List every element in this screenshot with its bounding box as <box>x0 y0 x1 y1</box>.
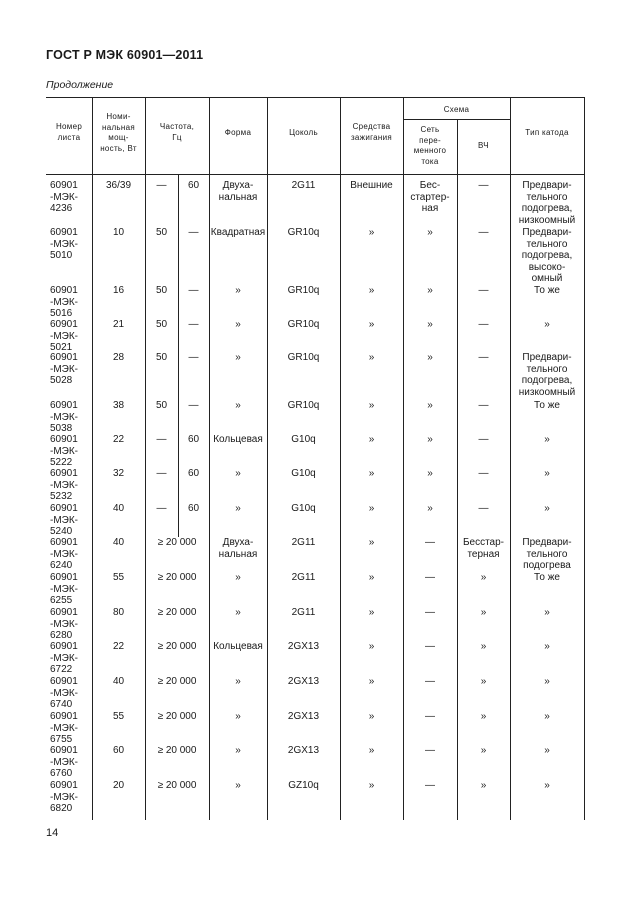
cell-frequency-50: 50 <box>155 352 168 363</box>
cell-power: 40 <box>112 537 125 548</box>
cell-scheme-ac: » <box>427 468 433 479</box>
cell-cathode: Предвари- тельного подогрева, высоко- омный <box>521 227 573 285</box>
cell-power: 21 <box>112 319 125 330</box>
cell-cathode: » <box>544 711 550 722</box>
cell-cathode: » <box>544 503 550 514</box>
cell-base: 2G11 <box>291 180 316 191</box>
table-top-border <box>46 97 584 98</box>
cell-power: 60 <box>112 745 125 756</box>
cell-scheme-ac: » <box>427 400 433 411</box>
cell-base: 2GX13 <box>287 641 320 652</box>
cell-sheet-number: 60901 -МЭК- 5010 <box>50 227 79 262</box>
cell-ignition: » <box>368 352 375 363</box>
cell-cathode: То же <box>534 400 560 411</box>
cell-shape: » <box>235 607 241 618</box>
cell-shape: » <box>235 503 241 514</box>
cell-ignition: » <box>368 537 375 548</box>
cell-frequency-60: — <box>188 319 199 330</box>
cell-base: 2GX13 <box>287 711 320 722</box>
cell-frequency: ≥ 20 000 <box>157 780 197 791</box>
cell-cathode: Предвари- тельного подогрева, низкоомный <box>518 352 576 398</box>
cell-power: 10 <box>112 227 125 238</box>
header-scheme-ac: Сеть пере- менного тока <box>413 125 447 166</box>
cell-scheme-hf: » <box>480 607 487 618</box>
cell-frequency-60: — <box>188 400 199 411</box>
cell-power: 16 <box>112 285 125 296</box>
cell-sheet-number: 60901 -МЭК- 5021 <box>50 319 79 354</box>
page-number: 14 <box>46 827 59 839</box>
cell-scheme-ac: Бес- стартер- ная <box>410 180 450 215</box>
cell-shape: Двуха- нальная <box>218 180 258 203</box>
cell-frequency-60: — <box>188 352 199 363</box>
cell-scheme-ac: — <box>425 676 435 687</box>
cell-scheme-hf: » <box>480 572 487 583</box>
cell-shape: Кольцевая <box>213 641 263 652</box>
cell-scheme-ac: — <box>425 537 435 548</box>
header-shape: Форма <box>224 128 252 137</box>
cell-base: 2G11 <box>291 607 316 618</box>
cell-frequency-60: 60 <box>187 503 200 514</box>
cell-frequency-60: 60 <box>187 434 200 445</box>
cell-sheet-number: 60901 -МЭК- 5028 <box>50 352 79 387</box>
cell-frequency-50: — <box>156 180 167 191</box>
document-title: ГОСТ Р МЭК 60901—2011 <box>46 48 204 62</box>
cell-power: 22 <box>112 434 125 445</box>
cell-shape: Квадратная <box>210 227 266 238</box>
cell-ignition: » <box>368 607 375 618</box>
cell-scheme-ac: — <box>425 572 435 583</box>
cell-ignition: » <box>368 285 375 296</box>
cell-ignition: » <box>368 641 375 652</box>
cell-cathode: » <box>544 607 550 618</box>
cell-frequency-50: — <box>156 434 167 445</box>
cell-cathode: » <box>544 641 550 652</box>
cell-sheet-number: 60901 -МЭК- 5016 <box>50 285 79 320</box>
cell-scheme-hf: » <box>480 745 487 756</box>
header-ignition: Средства зажигания <box>350 122 393 142</box>
cell-ignition: » <box>368 227 375 238</box>
cell-scheme-ac: » <box>427 319 433 330</box>
cell-power: 32 <box>112 468 125 479</box>
cell-shape: » <box>235 352 241 363</box>
cell-base: 2G11 <box>291 572 316 583</box>
cell-base: G10q <box>291 503 316 514</box>
cell-shape: Кольцевая <box>213 434 263 445</box>
cell-sheet-number: 60901 -МЭК- 6280 <box>50 607 79 642</box>
cell-sheet-number: 60901 -МЭК- 5240 <box>50 503 79 538</box>
cell-base: G10q <box>291 434 316 445</box>
cell-cathode: » <box>544 745 550 756</box>
cell-scheme-ac: — <box>425 745 435 756</box>
cell-ignition: Внешние <box>350 180 393 191</box>
cell-scheme-hf: — <box>478 468 489 479</box>
cell-frequency-60: 60 <box>187 180 200 191</box>
header-cathode: Тип катода <box>525 128 569 137</box>
header-sheet-number: Номер листа <box>55 122 83 142</box>
cell-frequency: ≥ 20 000 <box>157 572 197 583</box>
cell-scheme-hf: » <box>480 780 487 791</box>
cell-cathode: Предвари- тельного подогрева, низкоомный <box>518 180 576 226</box>
cell-sheet-number: 60901 -МЭК- 6240 <box>50 537 79 572</box>
cell-power: 80 <box>112 607 125 618</box>
cell-base: 2GX13 <box>287 676 320 687</box>
cell-frequency: ≥ 20 000 <box>157 641 197 652</box>
header-scheme: Схема <box>443 105 470 114</box>
cell-ignition: » <box>368 676 375 687</box>
cell-shape: » <box>235 400 241 411</box>
cell-ignition: » <box>368 503 375 514</box>
cell-base: 2GX13 <box>287 745 320 756</box>
cell-cathode: Предвари- тельного подогрева <box>522 537 572 572</box>
cell-frequency-50: 50 <box>155 400 168 411</box>
cell-scheme-hf: — <box>478 180 489 191</box>
cell-scheme-hf: — <box>478 227 489 238</box>
cell-power: 36/39 <box>105 180 132 191</box>
cell-ignition: » <box>368 780 375 791</box>
cell-sheet-number: 60901 -МЭК- 6255 <box>50 572 79 607</box>
header-power: Номи- нальная мощ- ность, Вт <box>100 112 137 153</box>
cell-power: 20 <box>112 780 125 791</box>
cell-cathode: То же <box>534 285 560 296</box>
cell-scheme-hf: — <box>478 319 489 330</box>
cell-shape: » <box>235 319 241 330</box>
cell-power: 55 <box>112 711 125 722</box>
cell-shape: » <box>235 285 241 296</box>
cell-base: G10q <box>291 468 316 479</box>
cell-scheme-ac: » <box>427 503 433 514</box>
cell-ignition: » <box>368 468 375 479</box>
cell-base: GR10q <box>287 400 320 411</box>
cell-frequency-50: 50 <box>155 319 168 330</box>
table-right-border <box>584 97 585 820</box>
cell-frequency-50: 50 <box>155 285 168 296</box>
cell-sheet-number: 60901 -МЭК- 6740 <box>50 676 79 711</box>
cell-scheme-hf: — <box>478 400 489 411</box>
cell-frequency-60: 60 <box>187 468 200 479</box>
cell-power: 28 <box>112 352 125 363</box>
cell-scheme-ac: » <box>427 227 433 238</box>
continuation-label: Продолжение <box>46 79 114 91</box>
cell-ignition: » <box>368 572 375 583</box>
cell-cathode: То же <box>534 572 560 583</box>
cell-sheet-number: 60901 -МЭК- 6820 <box>50 780 79 815</box>
cell-cathode: » <box>544 676 550 687</box>
cell-ignition: » <box>368 745 375 756</box>
cell-sheet-number: 60901 -МЭК- 5222 <box>50 434 79 469</box>
cell-shape: » <box>235 676 241 687</box>
cell-power: 40 <box>112 503 125 514</box>
cell-frequency-50: — <box>156 503 167 514</box>
cell-base: 2G11 <box>291 537 316 548</box>
cell-ignition: » <box>368 319 375 330</box>
cell-base: GR10q <box>287 352 320 363</box>
header-base: Цоколь <box>289 128 318 137</box>
cell-shape: » <box>235 572 241 583</box>
cell-scheme-hf: » <box>480 676 487 687</box>
cell-shape: » <box>235 745 241 756</box>
cell-shape: » <box>235 468 241 479</box>
cell-scheme-ac: — <box>425 607 435 618</box>
cell-power: 22 <box>112 641 125 652</box>
cell-ignition: » <box>368 711 375 722</box>
cell-scheme-ac: » <box>427 434 433 445</box>
cell-scheme-hf: — <box>478 285 489 296</box>
cell-cathode: » <box>544 468 550 479</box>
cell-scheme-hf: » <box>480 641 487 652</box>
cell-scheme-hf: — <box>478 352 489 363</box>
cell-scheme-ac: » <box>427 285 433 296</box>
header-scheme-hf: ВЧ <box>478 141 489 150</box>
cell-frequency-60: — <box>188 227 199 238</box>
cell-scheme-ac: — <box>425 641 435 652</box>
cell-base: GR10q <box>287 285 320 296</box>
cell-sheet-number: 60901 -МЭК- 5038 <box>50 400 79 435</box>
cell-ignition: » <box>368 434 375 445</box>
cell-cathode: » <box>544 780 550 791</box>
cell-shape: » <box>235 711 241 722</box>
cell-frequency-50: — <box>156 468 167 479</box>
table-header-border <box>46 174 584 175</box>
cell-scheme-ac: — <box>425 711 435 722</box>
cell-scheme-hf: » <box>480 711 487 722</box>
cell-frequency: ≥ 20 000 <box>157 607 197 618</box>
cell-scheme-hf: — <box>478 434 489 445</box>
cell-scheme-hf: — <box>478 503 489 514</box>
cell-scheme-hf: Бесстар- терная <box>462 537 505 560</box>
cell-shape: » <box>235 780 241 791</box>
cell-scheme-ac: » <box>427 352 433 363</box>
cell-cathode: » <box>544 319 550 330</box>
cell-power: 55 <box>112 572 125 583</box>
cell-sheet-number: 60901 -МЭК- 4236 <box>50 180 79 215</box>
cell-shape: Двуха- нальная <box>218 537 258 560</box>
cell-cathode: » <box>544 434 550 445</box>
cell-power: 38 <box>112 400 125 411</box>
cell-frequency: ≥ 20 000 <box>157 676 197 687</box>
cell-scheme-ac: — <box>425 780 435 791</box>
cell-sheet-number: 60901 -МЭК- 6722 <box>50 641 79 676</box>
header-frequency: Частота, Гц <box>159 122 195 142</box>
cell-frequency: ≥ 20 000 <box>157 537 197 548</box>
cell-sheet-number: 60901 -МЭК- 5232 <box>50 468 79 503</box>
cell-sheet-number: 60901 -МЭК- 6755 <box>50 711 79 746</box>
cell-base: GZ10q <box>288 780 319 791</box>
cell-power: 40 <box>112 676 125 687</box>
cell-frequency-50: 50 <box>155 227 168 238</box>
cell-ignition: » <box>368 400 375 411</box>
cell-base: GR10q <box>287 227 320 238</box>
cell-frequency: ≥ 20 000 <box>157 711 197 722</box>
cell-frequency: ≥ 20 000 <box>157 745 197 756</box>
cell-frequency-60: — <box>188 285 199 296</box>
cell-sheet-number: 60901 -МЭК- 6760 <box>50 745 79 780</box>
cell-base: GR10q <box>287 319 320 330</box>
